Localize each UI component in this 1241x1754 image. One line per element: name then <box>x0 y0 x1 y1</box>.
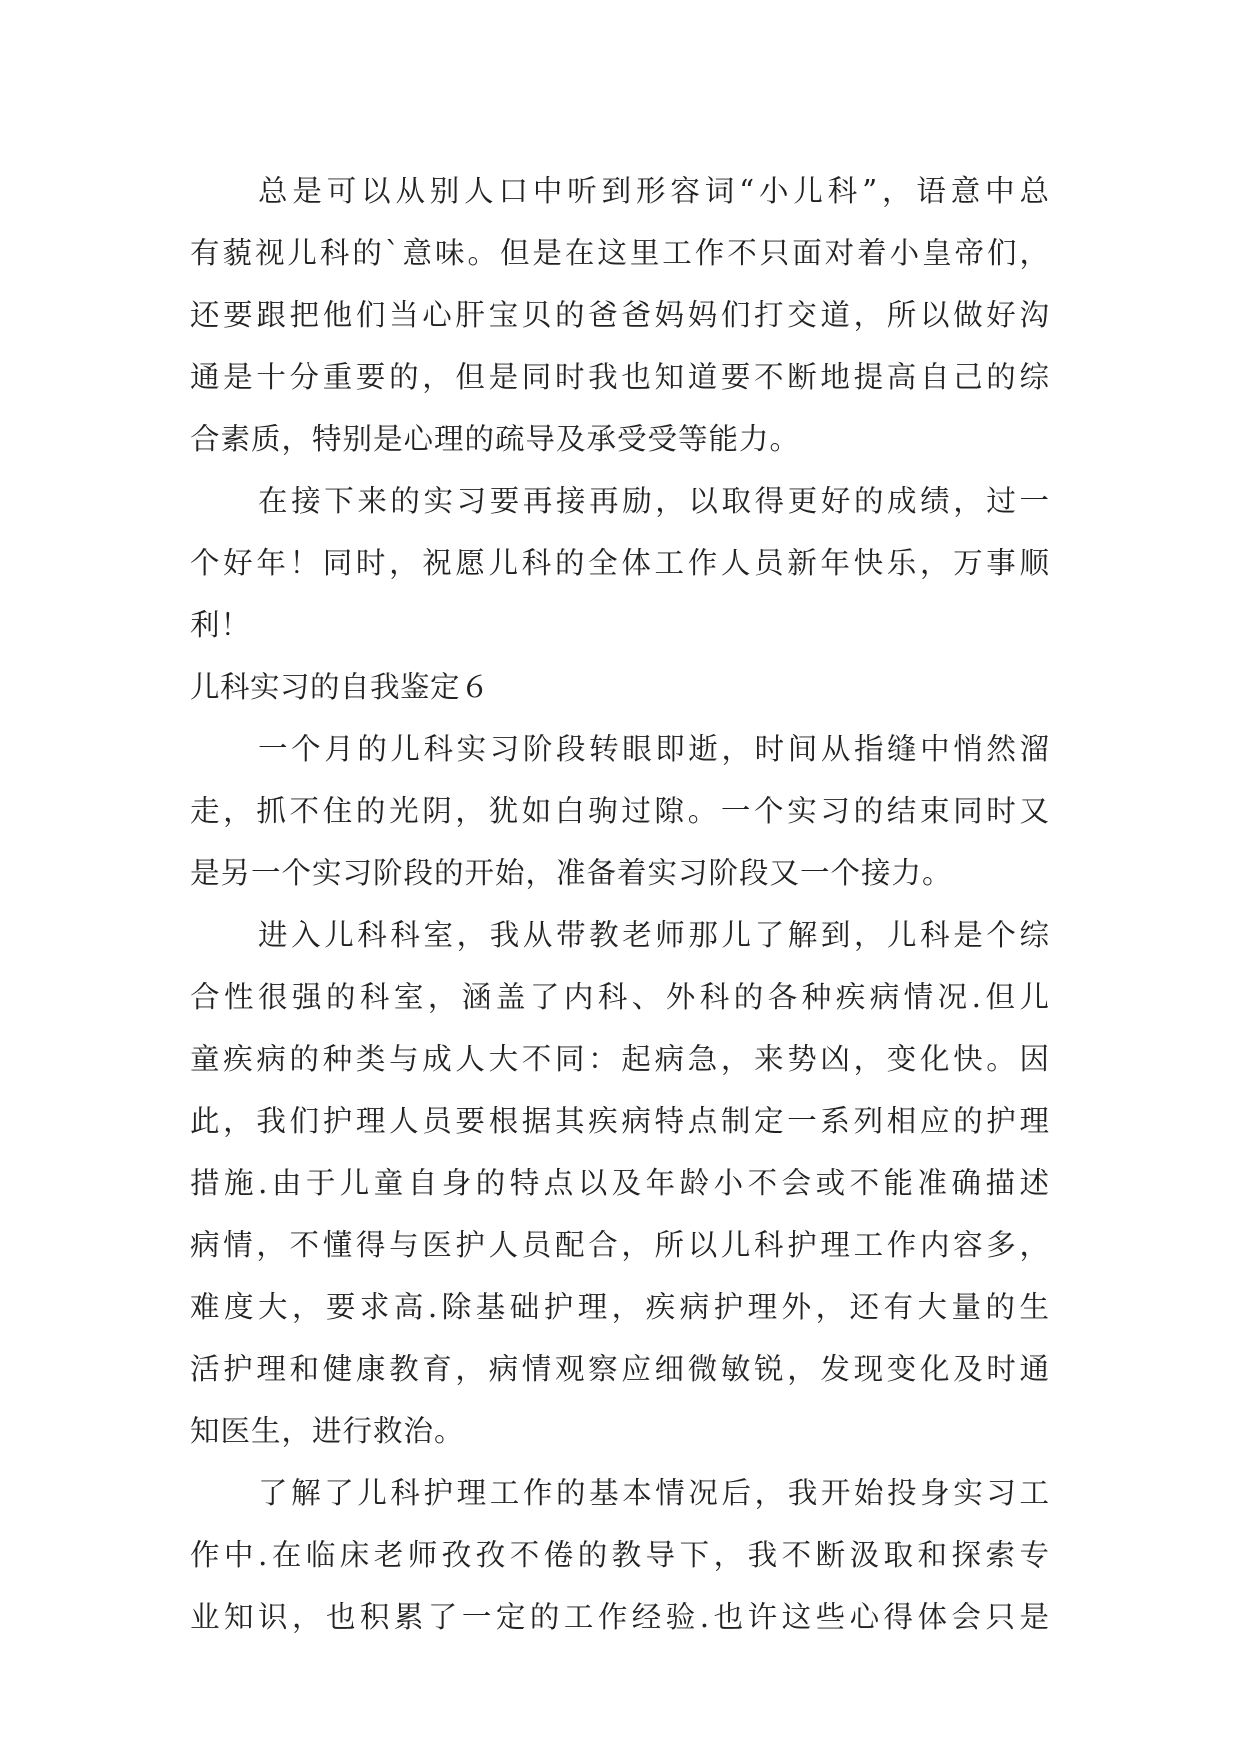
text-line: 合素质，特别是心理的疏导及承受受等能力。 <box>190 422 801 456</box>
text-line: 此，我们护理人员要根据其疾病特点制定一系列相应的护理 <box>190 1104 1050 1138</box>
text-line: 病情，不懂得与医护人员配合，所以儿科护理工作内容多， <box>190 1228 1050 1262</box>
text-line: 作中.在临床老师孜孜不倦的教导下，我不断汲取和探索专 <box>190 1538 1050 1572</box>
paragraph <box>190 718 1050 904</box>
text-line: 难度大，要求高.除基础护理，疾病护理外，还有大量的生 <box>190 1290 1050 1324</box>
text-line: 措施.由于儿童自身的特点以及年龄小不会或不能准确描述 <box>190 1166 1050 1200</box>
paragraph <box>190 904 1050 1462</box>
paragraph <box>190 160 1050 470</box>
text-line: 是另一个实习阶段的开始，准备着实习阶段又一个接力。 <box>190 856 953 890</box>
text-line: 童疾病的种类与成人大不同：起病急，来势凶，变化快。因 <box>190 1042 1050 1076</box>
document-body <box>190 160 1050 1648</box>
text-line: 了解了儿科护理工作的基本情况后，我开始投身实习工 <box>258 1476 1050 1510</box>
text-line: 个好年！同时，祝愿儿科的全体工作人员新年快乐，万事顺 <box>190 546 1050 580</box>
text-line: 进入儿科科室，我从带教老师那儿了解到，儿科是个综 <box>258 918 1050 952</box>
text-line: 走，抓不住的光阴，犹如白驹过隙。一个实习的结束同时又 <box>190 794 1050 828</box>
text-line: 通是十分重要的，但是同时我也知道要不断地提高自己的综 <box>190 360 1050 394</box>
text-line: 一个月的儿科实习阶段转眼即逝，时间从指缝中悄然溜 <box>258 732 1050 766</box>
section-heading: 儿科实习的自我鉴定６ <box>190 670 491 704</box>
text-line: 活护理和健康教育，病情观察应细微敏锐，发现变化及时通 <box>190 1352 1050 1386</box>
text-line: 利！ <box>190 608 252 642</box>
text-line: 在接下来的实习要再接再励，以取得更好的成绩，过一 <box>258 484 1050 518</box>
text-line: 总是可以从别人口中听到形容词“小儿科”，语意中总 <box>258 174 1050 208</box>
text-line: 还要跟把他们当心肝宝贝的爸爸妈妈们打交道，所以做好沟 <box>190 298 1050 332</box>
paragraph <box>190 470 1050 656</box>
paragraph <box>190 1462 1050 1648</box>
text-line: 知医生，进行救治。 <box>190 1414 465 1448</box>
text-line: 有藐视儿科的`意味。但是在这里工作不只面对着小皇帝们， <box>190 236 1050 270</box>
text-line: 业知识，也积累了一定的工作经验.也许这些心得体会只是 <box>190 1600 1050 1634</box>
text-line: 合性很强的科室，涵盖了内科、外科的各种疾病情况.但儿 <box>190 980 1050 1014</box>
